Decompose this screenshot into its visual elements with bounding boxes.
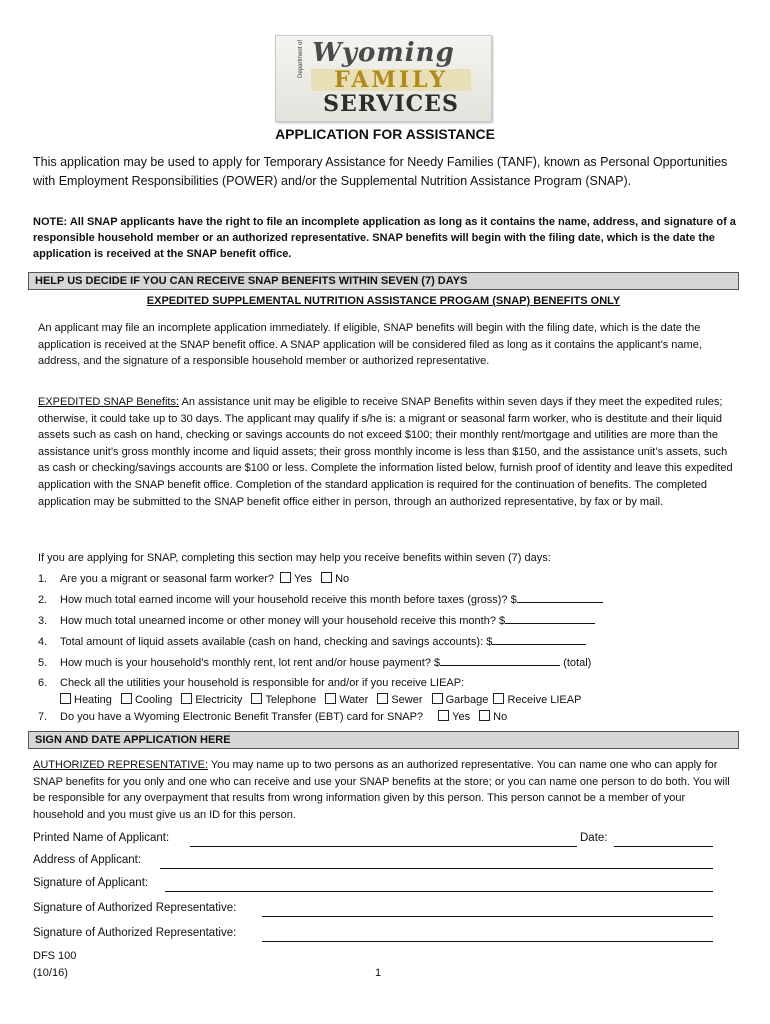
q4-liquid-assets-input[interactable] [492,633,586,645]
authorized-rep-label: AUTHORIZED REPRESENTATIVE: [33,759,209,771]
question-1: 1. Are you a migrant or seasonal farm worker? Yes No [38,573,350,585]
heating-checkbox[interactable] [60,693,71,704]
section-header-sign: SIGN AND DATE APPLICATION HERE [28,731,739,749]
q1-yes-checkbox[interactable] [280,572,291,583]
authorized-rep-text: You may name up to two persons as an authorized representative. You can name one who can apply for SNAP benefits for you only and one who can receive and use your SNAP benefits at the store; or you can name one person to do both. You will be responsible for any overpayment that results from wrong information given by this person. This person cannot be a member of your household and you must give us an ID for this person. [33,759,730,821]
printed-name-input[interactable] [190,846,577,847]
question-4: 4. Total amount of liquid assets available (cash on hand, checking and savings accounts): $ [38,633,586,652]
question-7: 7. Do you have a Wyoming Electronic Benefit Transfer (EBT) card for SNAP? Yes No [38,711,508,723]
q3-unearned-income-input[interactable] [505,612,595,624]
questions-lead: If you are applying for SNAP, completing this section may help you receive benefits within seven (7) days: [38,552,551,564]
rep2-signature-label: Signature of Authorized Representative: [33,927,237,939]
applicant-signature-label: Signature of Applicant: [33,877,149,889]
logo-dept-text: Department of [298,39,304,78]
rep1-signature-label: Signature of Authorized Representative: [33,902,237,914]
rep2-signature-input[interactable] [262,941,713,942]
q5-rent-input[interactable] [440,654,560,666]
form-number: DFS 100 [33,950,77,962]
q7-yes-checkbox[interactable] [438,710,449,721]
expedited-benefits-paragraph [38,394,740,510]
rep1-signature-input[interactable] [262,916,713,917]
date-input[interactable] [614,846,713,847]
agency-logo [275,35,492,122]
utilities-checkbox-row: Heating Cooling Electricity Telephone Water Sewer Garbage Receive LIEAP [57,691,581,710]
telephone-checkbox[interactable] [251,693,262,704]
q1-no-checkbox[interactable] [321,572,332,583]
form-revision: (10/16) [33,967,68,979]
cooling-checkbox[interactable] [121,693,132,704]
applicant-signature-input[interactable] [165,891,713,892]
printed-name-label: Printed Name of Applicant: [33,832,170,844]
question-5: 5. How much is your household’s monthly rent, lot rent and/or house payment? $ (total) [38,654,591,673]
q2-earned-income-input[interactable] [517,591,603,603]
date-label: Date: [580,832,608,844]
question-6: 6. Check all the utilities your household is responsible for and/or if you receive LIEAP: [38,677,465,689]
page-number: 1 [375,967,382,979]
expedited-benefits-label: EXPEDITED SNAP Benefits: [38,396,180,408]
sewer-checkbox[interactable] [377,693,388,704]
water-checkbox[interactable] [325,693,336,704]
address-input[interactable] [160,868,713,869]
section-header-expedited: HELP US DECIDE IF YOU CAN RECEIVE SNAP BENEFITS WITHIN SEVEN (7) DAYS [28,272,739,290]
applicant-info-paragraph: An applicant may file an incomplete application immediately. If eligible, SNAP benefits will begin with the filing date, which is the date the application is received at the SNAP benefit office. A SNAP application will be considered filed as long as it contains the applicant’s name, address, and the signature of a responsible household member or authorized representative. [38,322,702,368]
authorized-rep-paragraph [33,757,735,823]
address-label: Address of Applicant: [33,854,142,866]
garbage-checkbox[interactable] [432,693,443,704]
intro-paragraph: This application may be used to apply for Temporary Assistance for Needy Families (TANF), known as Personal Opportunities with Employment Responsibilities (POWER) and/or the Supplemental Nutrition Assistance Program (SNAP). [33,155,728,188]
question-3: 3. How much total unearned income or other money will your household receive this month? $ [38,612,595,631]
electricity-checkbox[interactable] [181,693,192,704]
page-title: APPLICATION FOR ASSISTANCE [275,126,495,142]
section-subheader: EXPEDITED SUPPLEMENTAL NUTRITION ASSISTANCE PROGAM (SNAP) BENEFITS ONLY [146,295,621,307]
logo-family-text: FAMILY [311,69,471,91]
q7-no-checkbox[interactable] [479,710,490,721]
question-2: 2. How much total earned income will your household receive this month before taxes (gross)? $ [38,591,603,610]
expedited-benefits-text: An assistance unit may be eligible to receive SNAP Benefits within seven days if they meet the expedited rules; otherwise, it could take up to 30 days. The applicant may qualify if s/he is: a migrant or seasonal farm worker, who is destitute and their liquid assets such as cash on hand, checking or savings accounts do not exceed $100; their monthly rent/mortgage and utilities are more than the assistance unit’s gross monthly income and liquid assets; their gross monthly income is less than $150, and the assistance unit’s assets, such as cash or checking/savings accounts are $100 or less. Complete the information listed below, furnish proof of identity and leave this expedited application with the SNAP benefit office. Completion of the standard application is required for the continuation of benefits. The completed application may be submitted to the SNAP benefit office either in person, through an authorized representative, by fax or by mail. [38,396,733,508]
receive-lieap-checkbox[interactable] [493,693,504,704]
logo-services-text: SERVICES [323,91,459,117]
logo-wyoming-text: Wyoming [312,38,455,68]
note-paragraph: NOTE: All SNAP applicants have the right to file an incomplete application as long as it contains the name, address, and signature of a responsible household member or an authorized representative. SNAP benefits will begin with the filing date, which is the date the application is received at the SNAP benefit office. [33,216,736,260]
